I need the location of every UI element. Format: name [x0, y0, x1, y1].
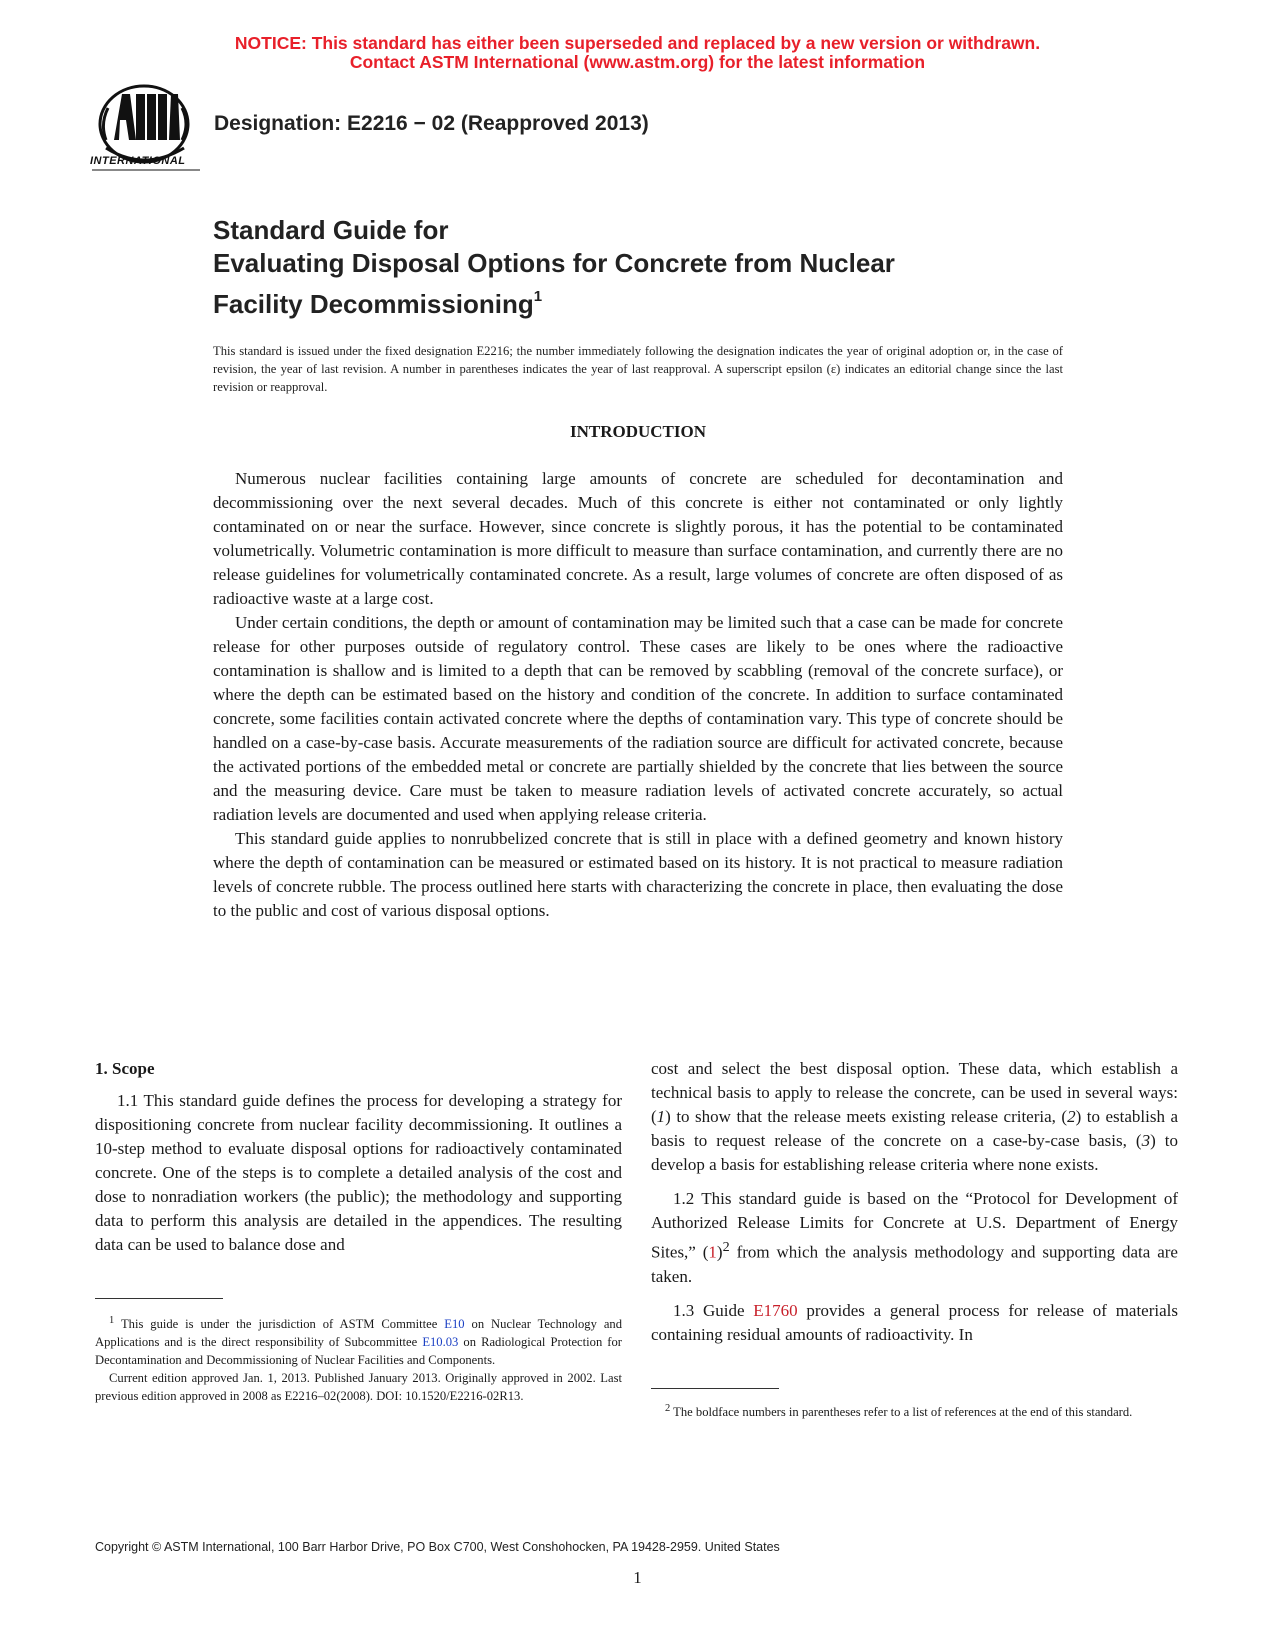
notice-line-1: NOTICE: This standard has either been superseded and replaced by a new version or withdrawn. — [234, 33, 1041, 53]
title-line-3 — [213, 280, 895, 321]
footnote-1-text-c: on Radiological Protection for Decontamination and Decommissioning of Nuclear Facilities and Components. — [95, 1335, 622, 1368]
copyright: Copyright © ASTM International, 100 Barr Harbor Drive, PO Box C700, West Conshohocken, PA 19428-2959. United States — [95, 1540, 780, 1554]
logo-text: INTERNATIONAL — [90, 155, 186, 167]
reference-1-link[interactable]: 1 — [708, 1242, 717, 1262]
committee-e10-link[interactable]: E10 — [444, 1317, 465, 1332]
guide-e1760-link[interactable]: E1760 — [753, 1300, 798, 1320]
designation: Designation: E2216 − 02 (Reapproved 2013) — [214, 112, 649, 135]
footnote-rule-right — [651, 1388, 779, 1389]
footnote-2-text: The boldface numbers in parentheses refer to a list of references at the end of this standard. — [670, 1405, 1133, 1420]
footnote-2-mark: 2 — [665, 1403, 671, 1414]
intro-paragraph: This standard guide applies to nonrubbelized concrete that is still in place with a defined geometry and known history where the depth of contamination can be measured or estimated based on its history. It is not practical to measure radiation levels of concrete rubble. The process outlined here starts with characterizing the concrete in place, then evaluating the dose to the public and cost of various disposal options. — [213, 829, 1063, 920]
introduction-body — [213, 467, 1063, 923]
astm-logo — [92, 80, 204, 180]
section-1-2: 1.2 This standard guide is based on the “Protocol for Development of Authorized Release Limits for Concrete at U.S. Department of Energy Sites,” $(1)^2$ from which the analysis methodology and supporting data are taken. — [651, 1189, 1178, 1286]
footnote-1-mark: 1 — [109, 1315, 115, 1326]
section-1-3: 1.3 Guide E1760 provides a general process for release of materials containing residual amounts of radioactivity. In — [651, 1300, 1178, 1344]
issued-note: This standard is issued under the fixed designation E2216; the number immediately following the designation indicates the year of original adoption or, in the case of revision, the year of last revision. A number in parentheses indicates the year of last reapproval. A superscript epsilon (ε) indicates an editorial change since the last revision or reapproval. — [213, 344, 1063, 394]
introduction-heading: INTRODUCTION — [569, 422, 707, 441]
section-1-1-continued: cost and select the best disposal option. These data, which establish a technical basis to apply to release the concrete, can be used in several ways: (1) to show that the release meets existing release criteria, (2) to establish a basis to request release of the concrete on a case-by-case basis, (3) to develop a basis for establishing release criteria where none exists. — [651, 1059, 1178, 1174]
title-line-2: Evaluating Disposal Options for Concrete from Nuclear — [213, 248, 895, 278]
subcommittee-e10-03-link[interactable]: E10.03 — [422, 1335, 459, 1350]
title-footnote-mark: 1 — [533, 288, 543, 305]
title-line-3-text: Facility Decommissioning — [213, 289, 534, 319]
notice-line-2: Contact ASTM International (www.astm.org) for the latest information — [349, 52, 926, 72]
footnote-1-edition: Current edition approved Jan. 1, 2013. Published January 2013. Originally approved in 2002. Last previous edition approved in 2008 as E2216–02(2008). DOI: 10.1520/E2216-02R13. — [95, 1371, 622, 1404]
title-line-1: Standard Guide for — [213, 215, 449, 245]
footnote-1-text-b: on Nuclear Technology and Applications and is the direct responsibility of Subcommittee — [95, 1317, 622, 1350]
footnote-2 — [651, 1400, 1178, 1421]
left-column — [95, 1057, 622, 1257]
document-title — [213, 214, 895, 321]
scope-heading: 1. Scope — [95, 1059, 155, 1078]
section-1-1: 1.1 This standard guide defines the process for developing a strategy for dispositioning concrete from nuclear facility decommissioning. It outlines a 10-step method to evaluate disposal options for radioactively contaminated concrete. One of the steps is to complete a detailed analysis of the cost and dose to nonradiation workers (the public); the methodology and supporting data to perform this analysis are detailed in the appendices. The resulting data can be used to balance dose and — [95, 1091, 622, 1254]
footnote-rule-left — [95, 1298, 223, 1299]
footnote-2-mark-ref: 2 — [722, 1239, 730, 1255]
footnote-1 — [95, 1312, 622, 1405]
page-number: 1 — [633, 1568, 642, 1587]
right-column — [651, 1057, 1178, 1347]
intro-paragraph: Numerous nuclear facilities containing large amounts of concrete are scheduled for decontamination and decommissioning over the next several decades. Much of this concrete is either not contaminated or only lightly contaminated on or near the surface. However, since concrete is slightly porous, it has the potential to be contaminated volumetrically. Volumetric contamination is more difficult to measure than surface contamination, and currently there are no release guidelines for volumetrically contaminated concrete. As a result, large volumes of concrete are often disposed of as radioactive waste at a large cost. — [213, 469, 1063, 608]
notice-banner — [0, 34, 1275, 72]
footnote-1-text-a: This guide is under the jurisdiction of ASTM Committee — [114, 1317, 445, 1332]
intro-paragraph: Under certain conditions, the depth or amount of contamination may be limited such that a case can be made for concrete release for other purposes outside of regulatory control. These cases are likely to be ones where the radioactive contamination is shallow and is limited to a depth that can be removed by scabbling (removal of the concrete surface), or where the depth can be estimated based on the history and condition of the concrete. In addition to surface contaminated concrete, some facilities contain activated concrete where the depths of contamination vary. This type of concrete should be handled on a case-by-case basis. Accurate measurements of the radiation source are difficult for activated concrete, because the activated portions of the embedded metal or concrete are partially shielded by the concrete that lies between the source and the measuring device. Care must be taken to measure radiation levels of activated concrete accurately, so actual radiation levels are documented and used when applying release criteria. — [213, 613, 1063, 824]
